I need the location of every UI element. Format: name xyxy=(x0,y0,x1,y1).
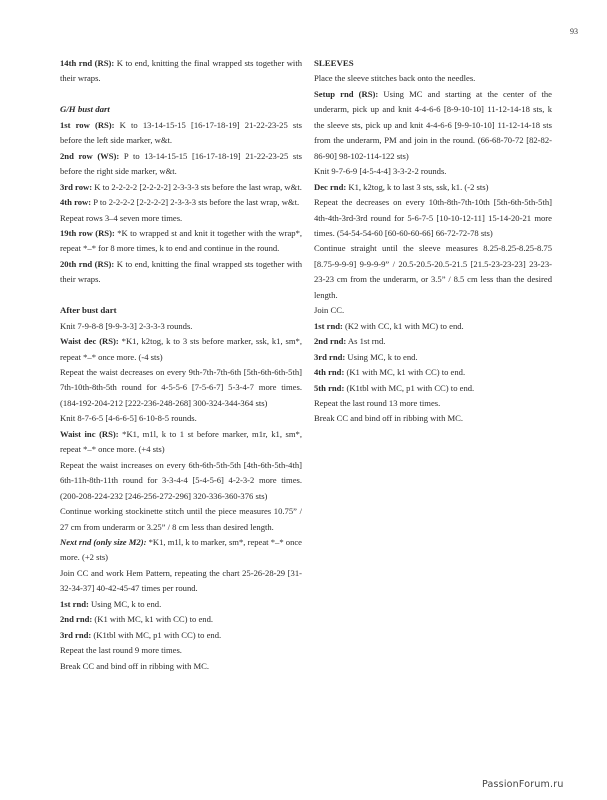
row-label: 2nd rnd: xyxy=(314,336,347,347)
instruction-text: (K1tbl with MC, p1 with CC) to end. xyxy=(91,629,222,640)
instruction-paragraph xyxy=(314,87,552,164)
instruction-paragraph xyxy=(60,365,302,411)
instruction-text: *K to wrapped st and knit it together with the wrap*, repeat *–* for 8 more times, k to end and continue in the round. xyxy=(60,227,303,254)
instruction-paragraph xyxy=(60,566,302,597)
row-label: 1st row (RS): xyxy=(60,119,115,130)
instruction-text: Break CC and bind off in ribbing with MC. xyxy=(314,413,464,424)
instruction-text: (K1 with MC, k1 with CC) to end. xyxy=(92,614,214,625)
instruction-text: Using MC, k to end. xyxy=(345,351,418,362)
instruction-text: Join CC. xyxy=(314,305,345,316)
instruction-text: K to 13-14-15-15 [16-17-18-19] 21-22-23-25 sts before the left side marker, w&t. xyxy=(60,119,302,146)
instruction-paragraph xyxy=(60,334,302,365)
section-heading: After bust dart xyxy=(60,305,117,316)
instruction-paragraph xyxy=(314,71,552,86)
instruction-text: K to 2-2-2-2 [2-2-2-2] 2-3-3-3 sts before the last wrap, w&t. xyxy=(92,181,302,192)
instruction-paragraph xyxy=(60,118,302,149)
instruction-paragraph xyxy=(314,350,552,365)
row-label: 2nd row (WS): xyxy=(60,150,120,161)
instruction-paragraph xyxy=(60,458,302,504)
row-label: 1st rnd: xyxy=(314,320,343,331)
instruction-paragraph xyxy=(60,180,302,195)
paragraph-gap xyxy=(60,87,302,102)
row-label: 14th rnd (RS): xyxy=(60,58,115,68)
instruction-text: Knit 7-9-8-8 [9-9-3-3] 2-3-3-3 rounds. xyxy=(60,320,193,331)
row-label: 3rd rnd: xyxy=(60,629,92,640)
instruction-paragraph xyxy=(60,211,302,226)
instruction-text: *K1, k2tog, k to 3 sts before marker, ssk, k1, sm*, repeat *–* once more. (-4 sts) xyxy=(60,336,302,362)
instruction-paragraph xyxy=(60,504,302,535)
instruction-paragraph xyxy=(60,628,302,643)
instruction-paragraph xyxy=(60,149,302,180)
instruction-text: (K1tbl with MC, p1 with CC) to end. xyxy=(344,382,475,393)
instruction-paragraph xyxy=(60,643,302,658)
row-label: 1st rnd: xyxy=(60,598,89,609)
instruction-text: Continue straight until the sleeve measures 8.25-8.25-8.25-8.75 [8.75-9-9-9] 9-9-9-9” / 20.5-20.5-20.5-21.5 [21.5-23-23-23] 23-23-23-23 cm from the underarm, or 3.5” / 8.5 cm less than the desired length. xyxy=(314,243,552,300)
row-label: 5th rnd: xyxy=(314,382,345,393)
instruction-paragraph xyxy=(60,319,302,334)
instruction-paragraph xyxy=(314,334,552,349)
row-label: 2nd rnd: xyxy=(60,614,93,625)
instruction-text: (K2 with CC, k1 with MC) to end. xyxy=(342,320,464,331)
row-label: Waist inc (RS): xyxy=(60,428,119,439)
instruction-text: Knit 8-7-6-5 [4-6-6-5] 6-10-8-5 rounds. xyxy=(60,413,197,424)
instruction-paragraph xyxy=(314,396,552,411)
section-heading: SLEEVES xyxy=(314,58,354,68)
instruction-paragraph xyxy=(60,411,302,426)
paragraph-gap xyxy=(60,288,302,303)
instruction-text: Repeat the last round 13 more times. xyxy=(314,397,441,408)
instruction-text: Repeat the waist increases on every 6th-6th-5th-5th [4th-6th-5th-4th] 6th-11h-8th-11th round for 3-3-4-4 [5-4-5-6] 4-2-3-2 more times. (200-208-224-232 [246-256-272-296] 320-336-360-376 sts) xyxy=(60,459,302,501)
instruction-text: Break CC and bind off in ribbing with MC. xyxy=(60,660,210,671)
instruction-paragraph xyxy=(314,303,552,318)
instruction-paragraph xyxy=(60,659,302,674)
instruction-text: Repeat the waist decreases on every 9th-7th-7th-6th [5th-6th-6th-5th] 7th-10th-8th-5th round for 4-5-5-6 [7-5-6-7] 5-3-4-7 more times. (184-192-204-212 [222-236-248-268] 300-324-344-364 sts) xyxy=(60,367,302,408)
row-label: 3rd rnd: xyxy=(314,351,346,362)
instruction-text: Using MC, k to end. xyxy=(88,598,162,609)
instruction-text: (K1 with MC, k1 with CC) to end. xyxy=(344,367,466,378)
row-label: Setup rnd (RS): xyxy=(314,88,379,99)
row-label: 19th row (RS): xyxy=(60,227,115,238)
instruction-text: Repeat the decreases on every 10th-8th-7th-10th [5th-6th-5th-5th] 4th-4th-3rd-3rd round for 5-6-7-5 [10-10-12-11] 15-14-20-21 more times. (54-54-54-60 [60-60-60-66] 66-72-72-78 sts) xyxy=(314,197,552,238)
instruction-text: Join CC and work Hem Pattern, repeating the chart 25-26-28-29 [31-32-34-37] 40-42-45-47 times per round. xyxy=(60,567,302,594)
instruction-text: Continue working stockinette stitch until the piece measures 10.75” / 27 cm from underarm or 3.25” / 8 cm less than desired length. xyxy=(60,506,302,532)
instruction-text: *K1, m1l, k to 1 st before marker, m1r, k1, sm*, repeat *–* once more. (+4 sts) xyxy=(60,428,302,455)
instruction-text: P to 2-2-2-2 [2-2-2-2] 2-3-3-3 sts before the last wrap, w&t. xyxy=(91,197,300,208)
instruction-text: *K1, m1l, k to marker, sm*, repeat *–* once more. (+2 sts) xyxy=(60,537,302,563)
right-column xyxy=(314,56,552,427)
instruction-text: P to 13-14-15-15 [16-17-18-19] 21-22-23-25 sts before the right side marker, w&t. xyxy=(60,150,302,177)
page-number: 93 xyxy=(570,27,578,36)
row-label: 4th row: xyxy=(60,197,92,208)
instruction-paragraph xyxy=(314,411,552,426)
instruction-paragraph xyxy=(314,180,552,195)
instruction-paragraph xyxy=(314,164,552,179)
instruction-paragraph xyxy=(314,319,552,334)
instruction-text: Repeat rows 3–4 seven more times. xyxy=(60,212,183,223)
left-column xyxy=(60,56,302,674)
row-label: 4th rnd: xyxy=(314,367,345,378)
row-label: Next rnd (only size M2): xyxy=(60,537,147,548)
row-label: 3rd row: xyxy=(60,181,93,192)
instruction-paragraph xyxy=(60,226,302,257)
row-label: 20th rnd (RS): xyxy=(60,258,115,269)
instruction-paragraph xyxy=(314,195,552,241)
instruction-paragraph xyxy=(60,535,302,566)
instruction-paragraph xyxy=(314,365,552,380)
instruction-text: As 1st rnd. xyxy=(346,336,386,347)
instruction-paragraph xyxy=(60,427,302,458)
instruction-text: K to end, knitting the final wrapped sts together with their wraps. xyxy=(60,258,302,285)
row-label: Dec rnd: xyxy=(314,181,347,192)
row-label: Waist dec (RS): xyxy=(60,336,119,347)
instruction-paragraph xyxy=(60,612,302,627)
section-heading: G/H bust dart xyxy=(60,104,110,115)
instruction-paragraph xyxy=(60,597,302,612)
watermark-text: PassionForum.ru xyxy=(482,779,564,790)
instruction-paragraph xyxy=(60,257,302,288)
instruction-text: Using MC and starting at the center of the underarm, pick up and knit 4-4-6-6 [8-9-10-10] 11-12-14-18 sts, k the sleeve sts, pick up and knit 4-4-6-6 [9-9-10-10] 11-12-14-18 sts from the underarm, PM and join in the round. (66-68-70-72 [82-82-86-90] 98-102-114-122 sts) xyxy=(314,88,552,161)
instruction-text: K to end, knitting the final wrapped sts together with their wraps. xyxy=(60,58,302,84)
instruction-text: K1, k2tog, k to last 3 sts, ssk, k1. (-2 sts) xyxy=(346,181,489,192)
instruction-text: Repeat the last round 9 more times. xyxy=(60,645,182,656)
instruction-paragraph xyxy=(314,241,552,303)
instruction-paragraph xyxy=(60,195,302,210)
instruction-paragraph xyxy=(314,381,552,396)
instruction-text: Knit 9-7-6-9 [4-5-4-4] 3-3-2-2 rounds. xyxy=(314,166,447,177)
instruction-paragraph xyxy=(60,56,302,87)
instruction-text: Place the sleeve stitches back onto the needles. xyxy=(314,73,476,84)
